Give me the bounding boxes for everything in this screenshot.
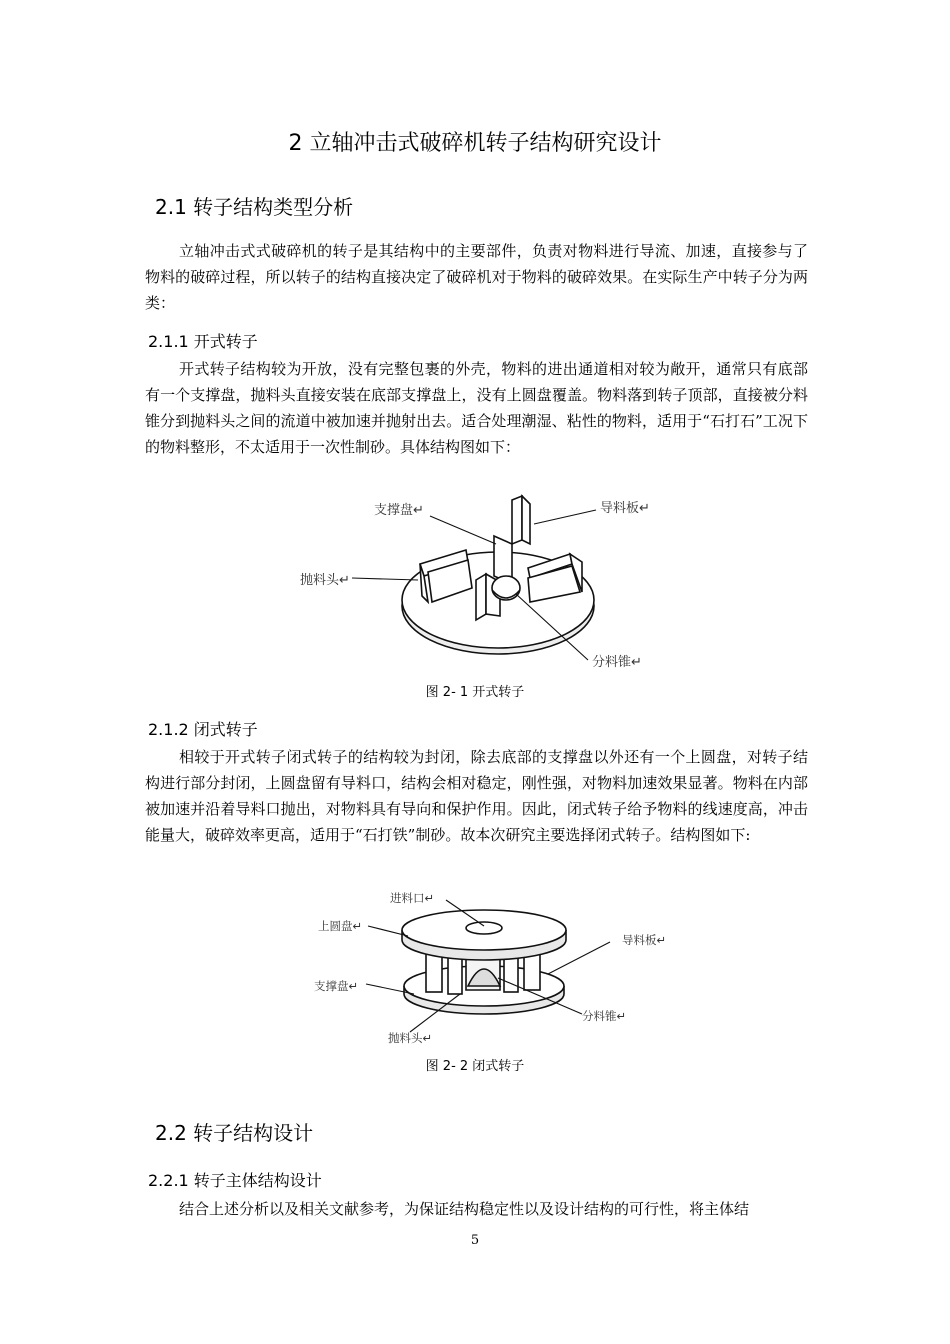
chapter-title: 2 立轴冲击式破碎机转子结构研究设计 [288,131,662,156]
label-guide-plate: 导料板↵ [600,501,650,516]
label-throw-head-closed: 抛料头↵ [388,1031,433,1045]
label-support-disc: 支撑盘↵ [374,503,424,518]
open-rotor-drawing [402,496,594,654]
label-guide-plate-closed: 导料板↵ [622,933,667,947]
section-2-1-2-body: 相较于开式转子闭式转子的结构较为封闭，除去底部的支撑盘以外还有一个上圆盘，对转子结构进行部分封闭，上圆盘留有导料口，结构会相对稳定，刚性强，对物料加速效果显著。物料在内部被加速并沿着导料口抛出，对物料具有导向和保护作用。因此，闭式转子给予物料的线速度高，冲击能量大，破碎效率更高，适用于“石打铁”制砂。故本次研究主要选择闭式转子。结构图如下: [145,748,808,844]
label-throw-head: 抛料头↵ [300,573,350,588]
section-2-2-heading: 2.2 转子结构设计 [155,1121,314,1145]
section-2-1-2-heading: 2.1.2 闭式转子 [148,720,258,739]
section-2-1-intro: 立轴冲击式式破碎机的转子是其结构中的主要部件，负责对物料进行导流、加速，直接参与了物料的破碎过程，所以转子的结构直接决定了破碎机对于物料的破碎效果。在实际生产中转子分为两类： [145,242,808,312]
label-cone-closed: 分料锥↵ [582,1009,627,1023]
section-2-1-heading: 2.1 转子结构类型分析 [155,195,354,219]
label-support-disc-closed: 支撑盘↵ [314,979,359,993]
section-2-1-1-heading: 2.1.1 开式转子 [148,332,258,351]
section-2-1-1-body: 开式转子结构较为开放，没有完整包裹的外壳，物料的进出通道相对较为敞开，通常只有底部有一个支撑盘，抛料头直接安装在底部支撑盘上，没有上圆盘覆盖。物料落到转子顶部，直接被分料锥分到抛料头之间的流道中被加速并抛射出去。适合处理潮湿、粘性的物料，适用于“石打石”工况下的物料整形，不太适用于一次性制砂。具体结构图如下： [145,360,808,456]
section-2-2-1-body: 结合上述分析以及相关文献参考，为保证结构稳定性以及设计结构的可行性，将主体结 [179,1200,750,1218]
page-number: 5 [470,1233,480,1248]
figure-2-1-caption: 图 2- 1 开式转子 [425,685,525,700]
label-upper-disc: 上圆盘↵ [318,919,363,933]
figure-2-2-caption: 图 2- 2 闭式转子 [425,1059,525,1074]
label-feed-port: 进料口↵ [390,891,435,905]
section-2-2-1-heading: 2.2.1 转子主体结构设计 [148,1171,322,1190]
open-rotor-figure [290,484,670,684]
closed-rotor-figure [310,882,690,1052]
label-cone: 分料锥↵ [592,655,642,670]
